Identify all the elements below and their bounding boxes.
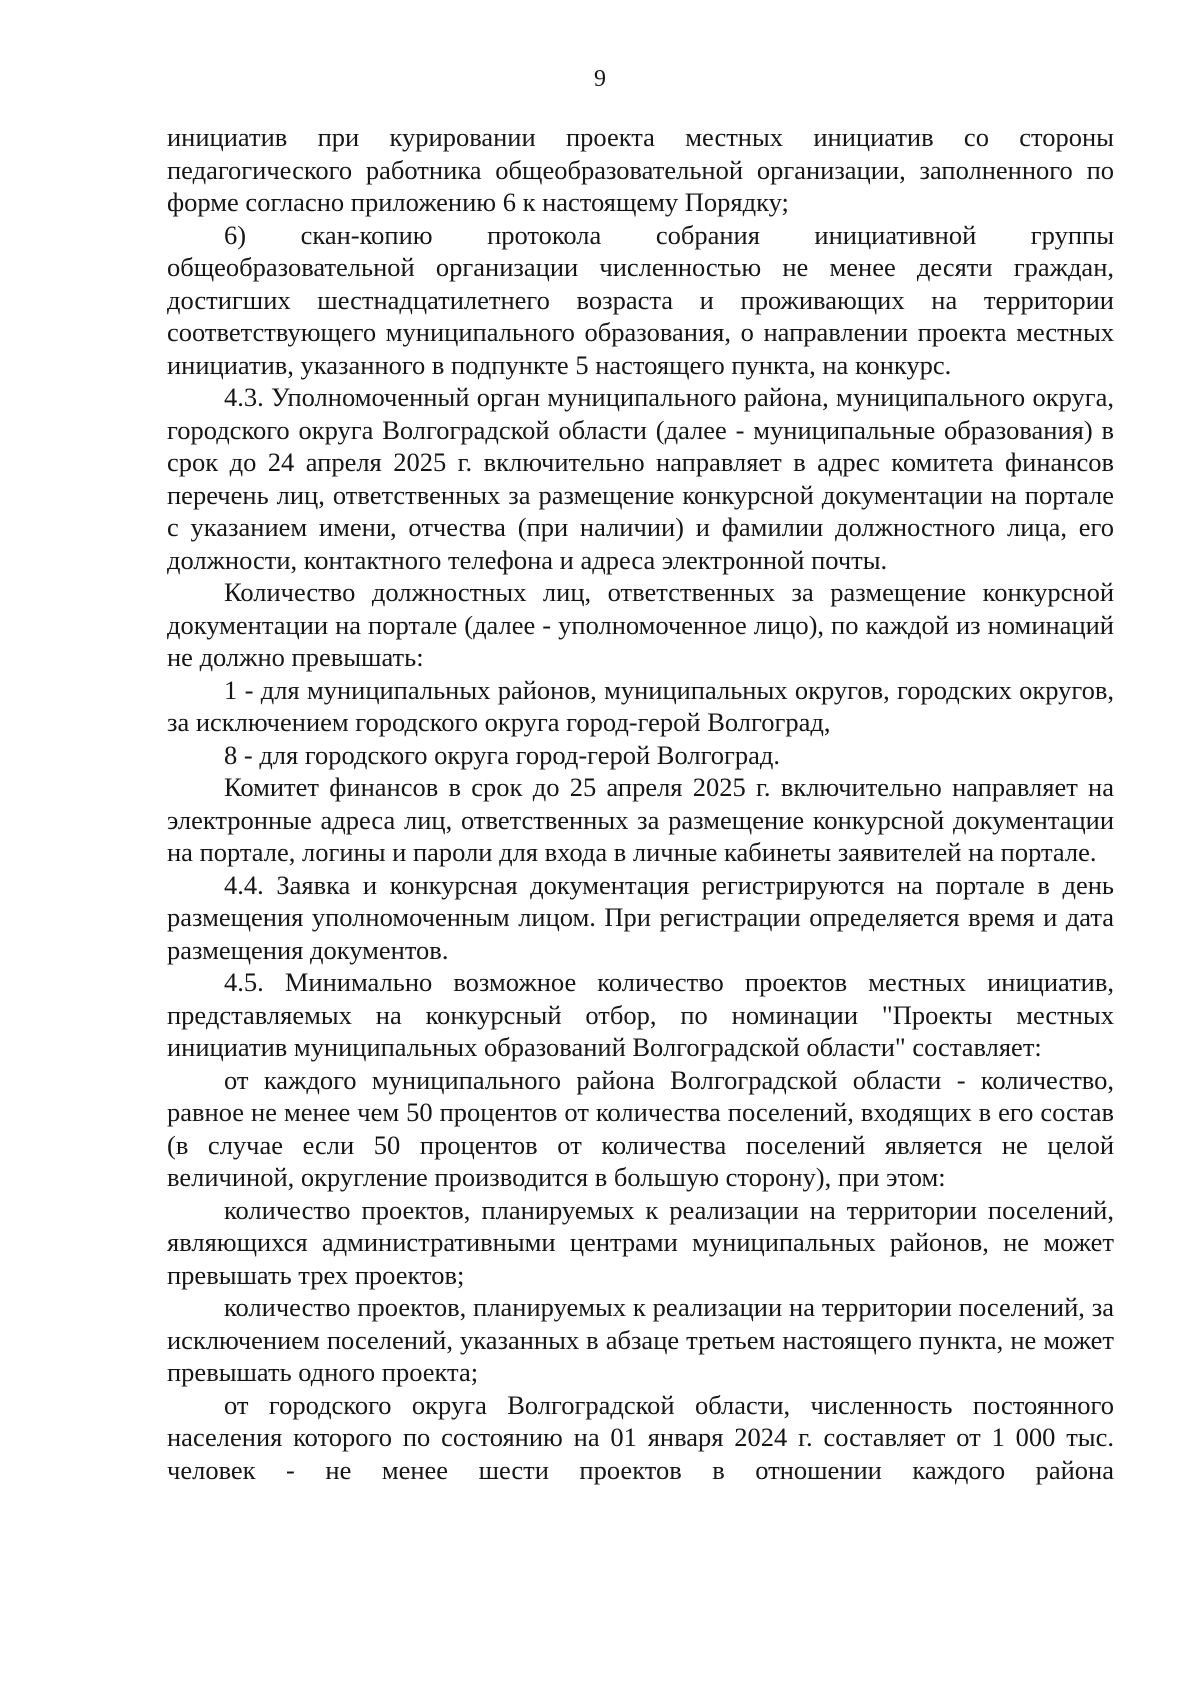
paragraph-officials-count: Количество должностных лиц, ответственных за размещение конкурсной документации на портале (далее - уполномоченное лицо), по каждой из номинаций не должно превышать: xyxy=(167,577,1114,672)
paragraph-4-4: 4.4. Заявка и конкурсная документация регистрируются на портале в день размещения уполномоченным лицом. При регистрации определяется время и дата размещения документов. xyxy=(167,869,1114,965)
paragraph-city-district: от городского округа Волгоградской области, численность постоянного населения которого по состоянию на 01 января 2024 г. составляет от 1 000 тыс. человек - не менее шести проектов в отношении каждого района xyxy=(167,1389,1114,1485)
paragraph-other-settlements: количество проектов, планируемых к реализации на территории поселений, за исключением поселений, указанных в абзаце третьем настоящего пункта, не может превышать одного проекта; xyxy=(167,1292,1114,1387)
document-body xyxy=(167,121,1114,1486)
paragraph-district-quota: от каждого муниципального района Волгоградской области - количество, равное не менее чем 50 процентов от количества поселений, входящих в его состав (в случае если 50 процентов от количества поселений является не целой величиной, округление производится в большую сторону), при этом: xyxy=(167,1064,1114,1192)
paragraph-limit-8: 8 - для городского округа город-герой Волгоград. xyxy=(224,739,781,770)
paragraph-4-3: 4.3. Уполномоченный орган муниципального района, муниципального округа, городского округа Волгоградской области (далее - муниципальные образования) в срок до 24 апреля 2025 г. включительно направляет в адрес комитета финансов перечень лиц, ответственных за размещение конкурсной документации на портале с указанием имени, отчества (при наличии) и фамилии должностного лица, его должности, контактного телефона и адреса электронной почты. xyxy=(167,382,1114,575)
paragraph-4-5: 4.5. Минимально возможное количество проектов местных инициатив, представляемых на конкурсный отбор, по номинации "Проекты местных инициатив муниципальных образований Волгоградской области" составляет: xyxy=(167,967,1114,1062)
paragraph-committee-logins: Комитет финансов в срок до 25 апреля 2025 г. включительно направляет на электронные адреса лиц, ответственных за размещение конкурсной документации на портале, логины и пароли для входа в личные кабинеты заявителей на портале. xyxy=(167,772,1114,867)
paragraph-admin-centers: количество проектов, планируемых к реализации на территории поселений, являющихся административными центрами муниципальных районов, не может превышать трех проектов; xyxy=(167,1194,1114,1290)
paragraph-continuation: инициатив при курировании проекта местных инициатив со стороны педагогического работника общеобразовательной организации, заполненного по форме согласно приложению 6 к настоящему Порядку; xyxy=(167,122,1114,217)
page-number: 9 xyxy=(594,66,606,92)
paragraph-limit-1: 1 - для муниципальных районов, муниципальных округов, городских округов, за исключением городского округа город-герой Волгоград, xyxy=(167,674,1114,737)
paragraph-item-6: 6) скан-копию протокола собрания инициативной группы общеобразовательной организации численностью не менее десяти граждан, достигших шестнадцатилетнего возраста и проживающих на территории соответствующего муниципального образования, о направлении проекта местных инициатив, указанного в подпункте 5 настоящего пункта, на конкурс. xyxy=(167,219,1114,380)
